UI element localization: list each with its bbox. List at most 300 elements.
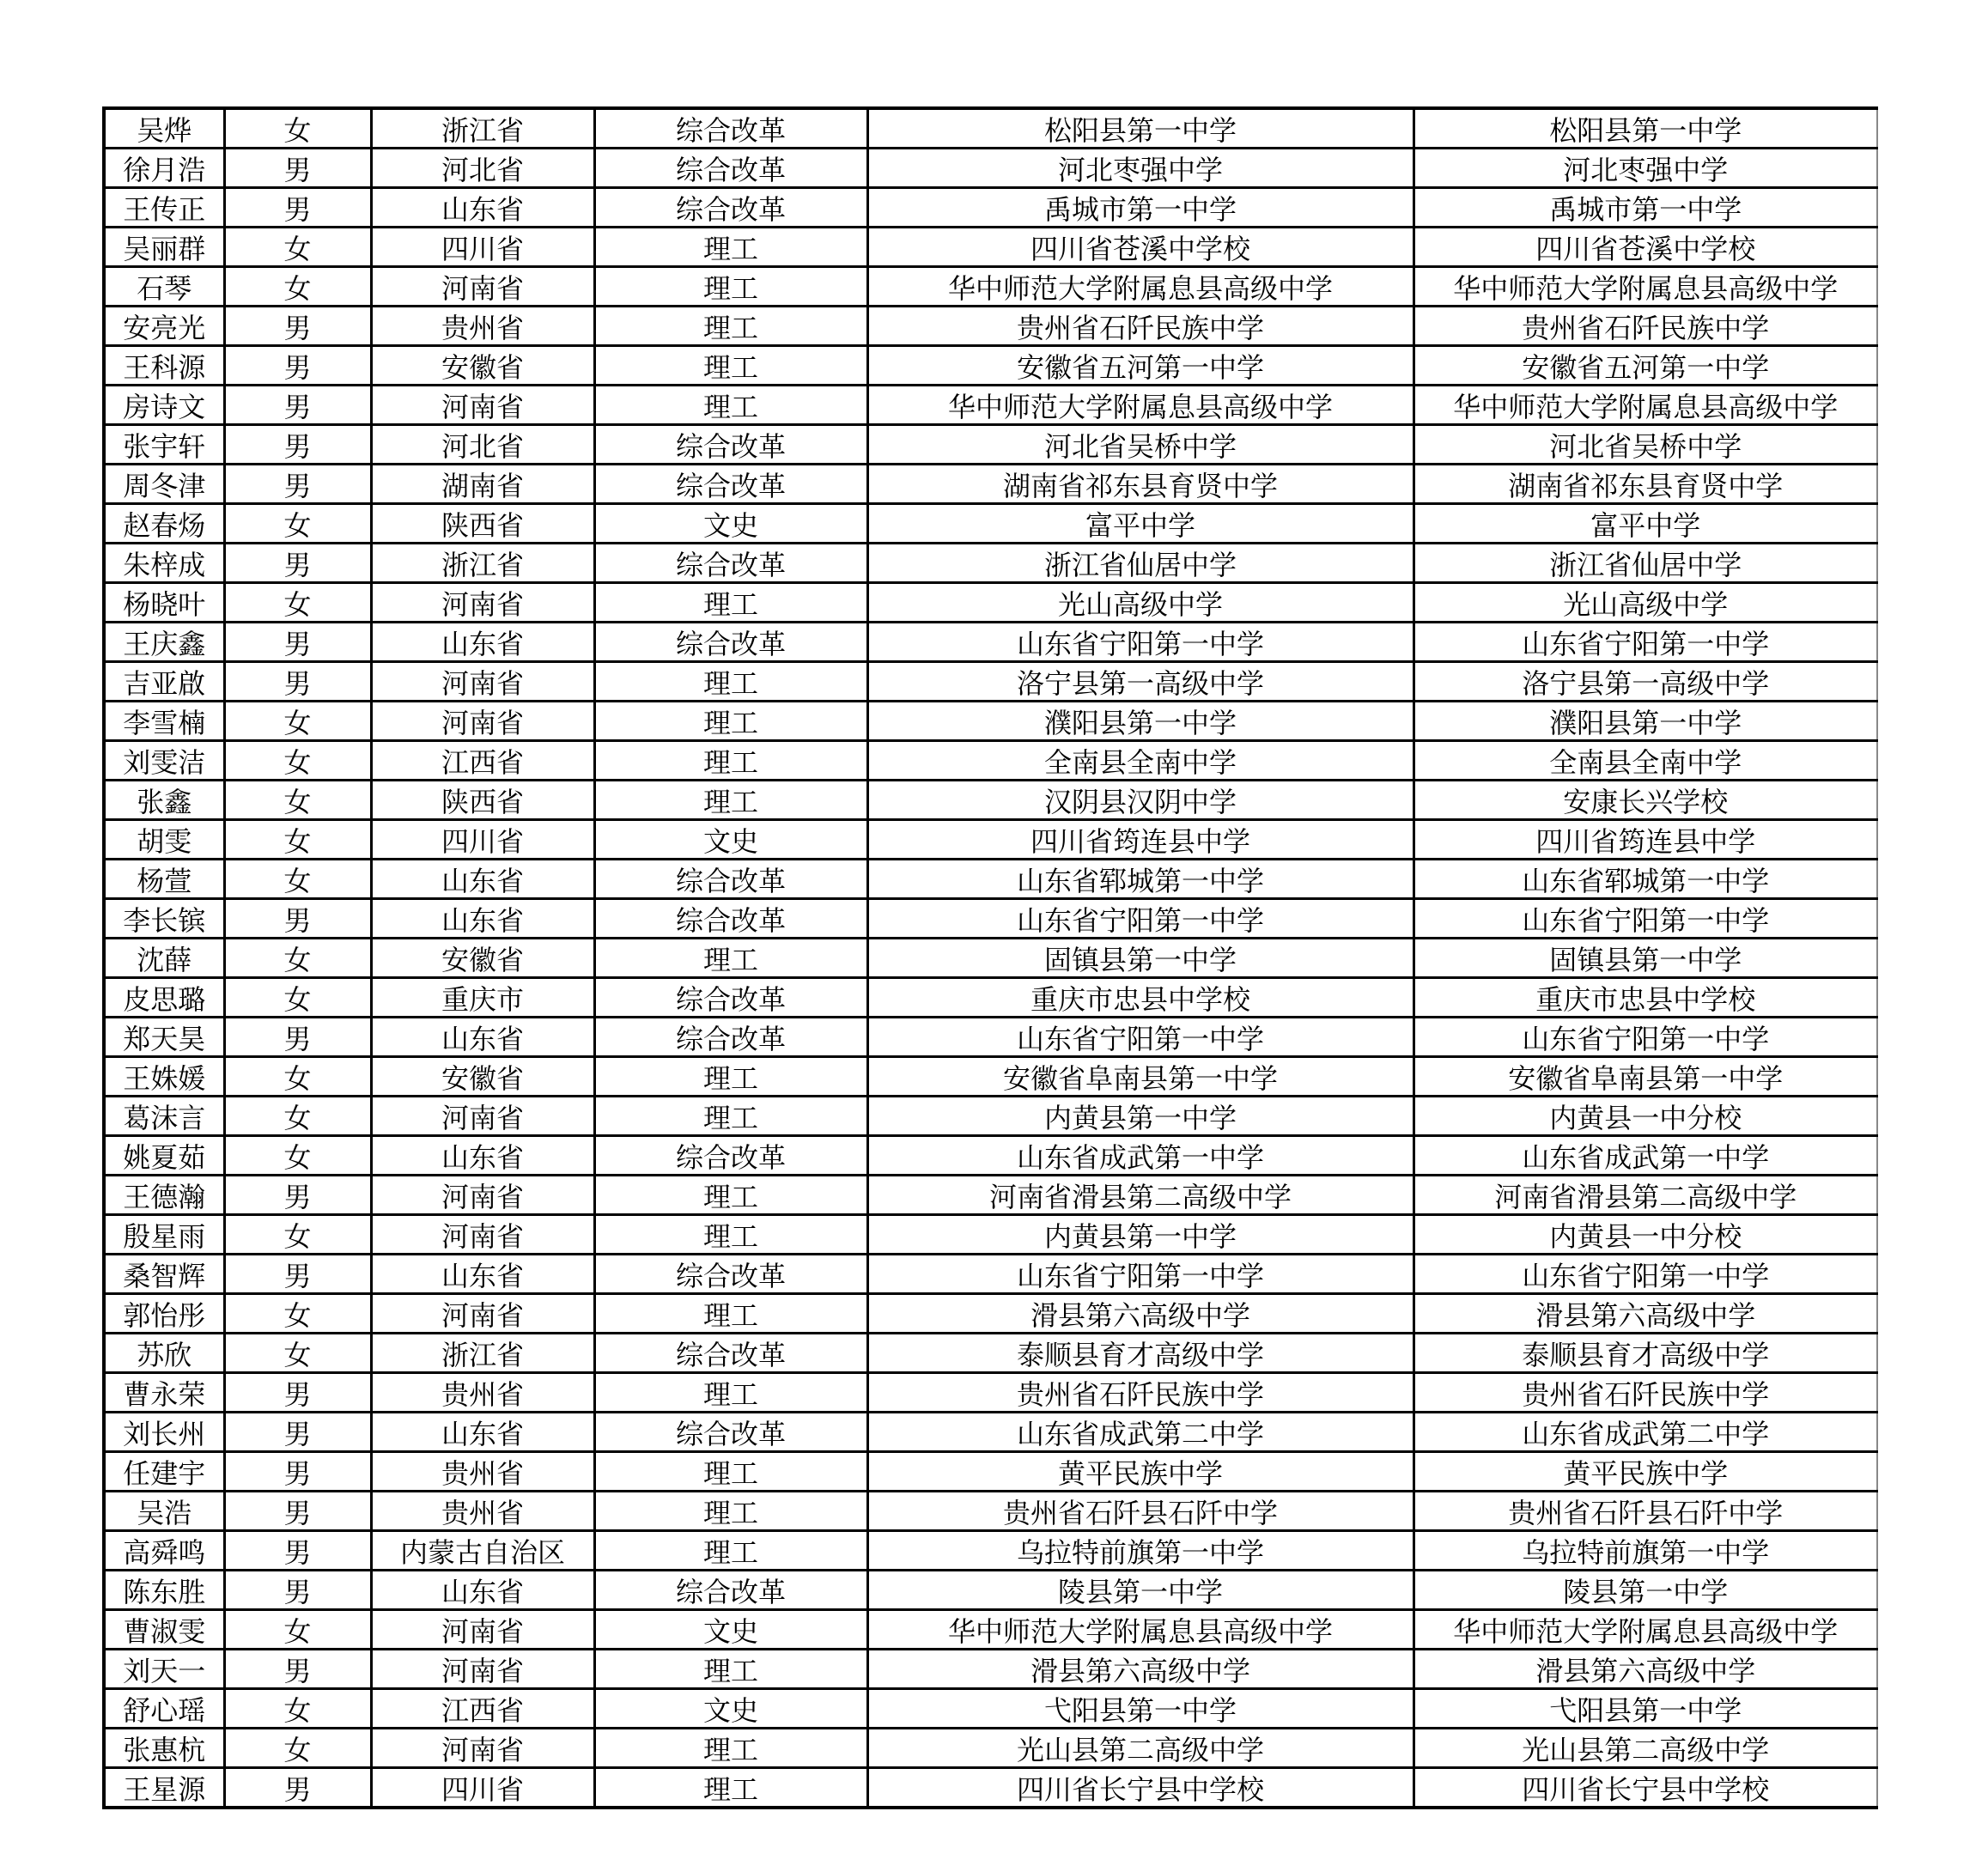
province-cell: 浙江省 (371, 108, 594, 149)
province-cell: 陕西省 (371, 504, 594, 544)
table-row (104, 1492, 1877, 1531)
name-cell: 姚夏茹 (104, 1136, 224, 1176)
school-alt-cell: 泰顺县育才高级中学 (1413, 1334, 1877, 1373)
school-cell: 华中师范大学附属息县高级中学 (867, 386, 1413, 425)
province-cell: 湖南省 (371, 465, 594, 504)
table-row (104, 1215, 1877, 1255)
school-alt-cell: 山东省宁阳第一中学 (1413, 623, 1877, 662)
category-cell: 综合改革 (594, 978, 867, 1018)
category-cell: 综合改革 (594, 188, 867, 228)
table-row (104, 939, 1877, 978)
category-cell: 综合改革 (594, 899, 867, 939)
school-alt-cell: 贵州省石阡县石阡中学 (1413, 1492, 1877, 1531)
school-alt-cell: 禹城市第一中学 (1413, 188, 1877, 228)
gender-cell: 男 (224, 1571, 371, 1610)
category-cell: 理工 (594, 939, 867, 978)
school-cell: 固镇县第一中学 (867, 939, 1413, 978)
province-cell: 四川省 (371, 1768, 594, 1808)
gender-cell: 男 (224, 346, 371, 386)
name-cell: 皮思璐 (104, 978, 224, 1018)
name-cell: 葛沫言 (104, 1097, 224, 1136)
table-row (104, 386, 1877, 425)
school-cell: 汉阴县汉阴中学 (867, 781, 1413, 820)
school-alt-cell: 富平中学 (1413, 504, 1877, 544)
table-row (104, 425, 1877, 465)
school-alt-cell: 华中师范大学附属息县高级中学 (1413, 267, 1877, 307)
school-cell: 河北省吴桥中学 (867, 425, 1413, 465)
table-row (104, 1452, 1877, 1492)
gender-cell: 男 (224, 1452, 371, 1492)
province-cell: 河南省 (371, 1610, 594, 1650)
school-alt-cell: 松阳县第一中学 (1413, 108, 1877, 149)
table-row (104, 741, 1877, 781)
category-cell: 理工 (594, 1294, 867, 1334)
school-cell: 河北枣强中学 (867, 149, 1413, 188)
category-cell: 综合改革 (594, 860, 867, 899)
gender-cell: 女 (224, 820, 371, 860)
province-cell: 江西省 (371, 1689, 594, 1729)
name-cell: 石琴 (104, 267, 224, 307)
category-cell: 理工 (594, 386, 867, 425)
table-row (104, 1176, 1877, 1215)
school-cell: 富平中学 (867, 504, 1413, 544)
province-cell: 浙江省 (371, 544, 594, 583)
gender-cell: 男 (224, 1650, 371, 1689)
school-alt-cell: 四川省长宁县中学校 (1413, 1768, 1877, 1808)
province-cell: 安徽省 (371, 939, 594, 978)
school-alt-cell: 湖南省祁东县育贤中学 (1413, 465, 1877, 504)
name-cell: 房诗文 (104, 386, 224, 425)
name-cell: 王姝媛 (104, 1057, 224, 1097)
school-cell: 光山县第二高级中学 (867, 1729, 1413, 1768)
gender-cell: 女 (224, 781, 371, 820)
name-cell: 赵春炀 (104, 504, 224, 544)
name-cell: 徐月浩 (104, 149, 224, 188)
school-cell: 山东省宁阳第一中学 (867, 1018, 1413, 1057)
province-cell: 河南省 (371, 583, 594, 623)
province-cell: 陕西省 (371, 781, 594, 820)
province-cell: 四川省 (371, 820, 594, 860)
gender-cell: 女 (224, 504, 371, 544)
name-cell: 吉亚啟 (104, 662, 224, 702)
province-cell: 河南省 (371, 662, 594, 702)
category-cell: 理工 (594, 1057, 867, 1097)
table-row (104, 149, 1877, 188)
gender-cell: 女 (224, 228, 371, 267)
school-alt-cell: 全南县全南中学 (1413, 741, 1877, 781)
category-cell: 文史 (594, 1610, 867, 1650)
category-cell: 理工 (594, 1768, 867, 1808)
table-row (104, 1057, 1877, 1097)
school-cell: 内黄县第一中学 (867, 1215, 1413, 1255)
school-cell: 贵州省石阡民族中学 (867, 1373, 1413, 1413)
school-alt-cell: 山东省宁阳第一中学 (1413, 1255, 1877, 1294)
school-cell: 陵县第一中学 (867, 1571, 1413, 1610)
category-cell: 理工 (594, 1097, 867, 1136)
table-row (104, 978, 1877, 1018)
province-cell: 安徽省 (371, 1057, 594, 1097)
name-cell: 吴浩 (104, 1492, 224, 1531)
school-cell: 山东省成武第二中学 (867, 1413, 1413, 1452)
school-alt-cell: 内黄县一中分校 (1413, 1097, 1877, 1136)
name-cell: 朱梓成 (104, 544, 224, 583)
school-alt-cell: 洛宁县第一高级中学 (1413, 662, 1877, 702)
name-cell: 张鑫 (104, 781, 224, 820)
category-cell: 理工 (594, 1176, 867, 1215)
gender-cell: 女 (224, 702, 371, 741)
name-cell: 李雪楠 (104, 702, 224, 741)
table-row (104, 1650, 1877, 1689)
school-alt-cell: 山东省宁阳第一中学 (1413, 899, 1877, 939)
name-cell: 郑天昊 (104, 1018, 224, 1057)
school-alt-cell: 浙江省仙居中学 (1413, 544, 1877, 583)
name-cell: 周冬津 (104, 465, 224, 504)
category-cell: 理工 (594, 228, 867, 267)
school-cell: 松阳县第一中学 (867, 108, 1413, 149)
school-alt-cell: 重庆市忠县中学校 (1413, 978, 1877, 1018)
name-cell: 桑智辉 (104, 1255, 224, 1294)
school-alt-cell: 滑县第六高级中学 (1413, 1650, 1877, 1689)
category-cell: 理工 (594, 1650, 867, 1689)
name-cell: 吴丽群 (104, 228, 224, 267)
school-cell: 内黄县第一中学 (867, 1097, 1413, 1136)
table-row (104, 188, 1877, 228)
province-cell: 四川省 (371, 228, 594, 267)
category-cell: 综合改革 (594, 1018, 867, 1057)
school-alt-cell: 陵县第一中学 (1413, 1571, 1877, 1610)
gender-cell: 男 (224, 899, 371, 939)
table-row (104, 1294, 1877, 1334)
category-cell: 综合改革 (594, 1413, 867, 1452)
province-cell: 河南省 (371, 1097, 594, 1136)
table-row (104, 1255, 1877, 1294)
school-alt-cell: 河北省吴桥中学 (1413, 425, 1877, 465)
province-cell: 安徽省 (371, 346, 594, 386)
school-cell: 全南县全南中学 (867, 741, 1413, 781)
category-cell: 文史 (594, 820, 867, 860)
school-alt-cell: 山东省宁阳第一中学 (1413, 1018, 1877, 1057)
school-alt-cell: 贵州省石阡民族中学 (1413, 307, 1877, 346)
name-cell: 殷星雨 (104, 1215, 224, 1255)
name-cell: 张惠杭 (104, 1729, 224, 1768)
school-cell: 贵州省石阡县石阡中学 (867, 1492, 1413, 1531)
category-cell: 理工 (594, 781, 867, 820)
gender-cell: 女 (224, 1136, 371, 1176)
school-alt-cell: 河北枣强中学 (1413, 149, 1877, 188)
school-cell: 乌拉特前旗第一中学 (867, 1531, 1413, 1571)
gender-cell: 男 (224, 425, 371, 465)
table-row (104, 702, 1877, 741)
table-row (104, 1097, 1877, 1136)
province-cell: 贵州省 (371, 1492, 594, 1531)
table-row (104, 1018, 1877, 1057)
school-alt-cell: 贵州省石阡民族中学 (1413, 1373, 1877, 1413)
table-row (104, 860, 1877, 899)
name-cell: 李长镔 (104, 899, 224, 939)
school-alt-cell: 山东省成武第二中学 (1413, 1413, 1877, 1452)
gender-cell: 女 (224, 1097, 371, 1136)
school-alt-cell: 安徽省五河第一中学 (1413, 346, 1877, 386)
table-row (104, 465, 1877, 504)
school-alt-cell: 黄平民族中学 (1413, 1452, 1877, 1492)
table-row (104, 1610, 1877, 1650)
table-row (104, 623, 1877, 662)
table-row (104, 504, 1877, 544)
province-cell: 河北省 (371, 149, 594, 188)
gender-cell: 女 (224, 108, 371, 149)
gender-cell: 女 (224, 1334, 371, 1373)
province-cell: 河南省 (371, 1650, 594, 1689)
school-cell: 河南省滑县第二高级中学 (867, 1176, 1413, 1215)
school-alt-cell: 光山高级中学 (1413, 583, 1877, 623)
province-cell: 重庆市 (371, 978, 594, 1018)
gender-cell: 男 (224, 1768, 371, 1808)
category-cell: 综合改革 (594, 465, 867, 504)
name-cell: 安亮光 (104, 307, 224, 346)
school-alt-cell: 山东省成武第一中学 (1413, 1136, 1877, 1176)
name-cell: 任建宇 (104, 1452, 224, 1492)
table-row (104, 108, 1877, 149)
name-cell: 刘长州 (104, 1413, 224, 1452)
table-row (104, 781, 1877, 820)
table-row (104, 228, 1877, 267)
category-cell: 理工 (594, 741, 867, 781)
school-cell: 光山高级中学 (867, 583, 1413, 623)
table-row (104, 583, 1877, 623)
table-row (104, 307, 1877, 346)
school-cell: 山东省宁阳第一中学 (867, 623, 1413, 662)
category-cell: 理工 (594, 702, 867, 741)
table-row (104, 1413, 1877, 1452)
gender-cell: 女 (224, 1689, 371, 1729)
school-alt-cell: 固镇县第一中学 (1413, 939, 1877, 978)
gender-cell: 女 (224, 939, 371, 978)
name-cell: 曹永荣 (104, 1373, 224, 1413)
school-alt-cell: 濮阳县第一中学 (1413, 702, 1877, 741)
table-row (104, 899, 1877, 939)
school-alt-cell: 华中师范大学附属息县高级中学 (1413, 1610, 1877, 1650)
student-table-body (104, 108, 1877, 1808)
school-cell: 泰顺县育才高级中学 (867, 1334, 1413, 1373)
name-cell: 杨萱 (104, 860, 224, 899)
gender-cell: 女 (224, 1057, 371, 1097)
name-cell: 舒心瑶 (104, 1689, 224, 1729)
province-cell: 山东省 (371, 899, 594, 939)
school-alt-cell: 内黄县一中分校 (1413, 1215, 1877, 1255)
school-alt-cell: 河南省滑县第二高级中学 (1413, 1176, 1877, 1215)
category-cell: 理工 (594, 1531, 867, 1571)
gender-cell: 男 (224, 662, 371, 702)
table-row (104, 1373, 1877, 1413)
province-cell: 河南省 (371, 702, 594, 741)
school-alt-cell: 山东省郓城第一中学 (1413, 860, 1877, 899)
school-cell: 重庆市忠县中学校 (867, 978, 1413, 1018)
table-row (104, 1334, 1877, 1373)
province-cell: 河南省 (371, 1176, 594, 1215)
category-cell: 综合改革 (594, 1255, 867, 1294)
gender-cell: 女 (224, 860, 371, 899)
gender-cell: 女 (224, 1610, 371, 1650)
school-alt-cell: 光山县第二高级中学 (1413, 1729, 1877, 1768)
category-cell: 理工 (594, 1373, 867, 1413)
student-table (102, 106, 1878, 1809)
table-row (104, 544, 1877, 583)
category-cell: 理工 (594, 346, 867, 386)
province-cell: 贵州省 (371, 1373, 594, 1413)
category-cell: 综合改革 (594, 1334, 867, 1373)
school-cell: 四川省苍溪中学校 (867, 228, 1413, 267)
gender-cell: 女 (224, 1294, 371, 1334)
category-cell: 理工 (594, 1729, 867, 1768)
table-row (104, 267, 1877, 307)
name-cell: 高舜鸣 (104, 1531, 224, 1571)
gender-cell: 女 (224, 267, 371, 307)
name-cell: 刘雯洁 (104, 741, 224, 781)
province-cell: 贵州省 (371, 307, 594, 346)
gender-cell: 男 (224, 1018, 371, 1057)
name-cell: 郭怡彤 (104, 1294, 224, 1334)
school-cell: 四川省长宁县中学校 (867, 1768, 1413, 1808)
school-cell: 弋阳县第一中学 (867, 1689, 1413, 1729)
category-cell: 综合改革 (594, 623, 867, 662)
table-row (104, 1571, 1877, 1610)
name-cell: 张宇轩 (104, 425, 224, 465)
name-cell: 曹淑雯 (104, 1610, 224, 1650)
name-cell: 王星源 (104, 1768, 224, 1808)
gender-cell: 男 (224, 1255, 371, 1294)
gender-cell: 男 (224, 544, 371, 583)
gender-cell: 男 (224, 1176, 371, 1215)
school-cell: 浙江省仙居中学 (867, 544, 1413, 583)
school-cell: 贵州省石阡民族中学 (867, 307, 1413, 346)
table-row (104, 820, 1877, 860)
province-cell: 浙江省 (371, 1334, 594, 1373)
school-alt-cell: 华中师范大学附属息县高级中学 (1413, 386, 1877, 425)
school-alt-cell: 滑县第六高级中学 (1413, 1294, 1877, 1334)
province-cell: 河北省 (371, 425, 594, 465)
province-cell: 江西省 (371, 741, 594, 781)
school-alt-cell: 安徽省阜南县第一中学 (1413, 1057, 1877, 1097)
school-cell: 华中师范大学附属息县高级中学 (867, 1610, 1413, 1650)
category-cell: 理工 (594, 1452, 867, 1492)
category-cell: 理工 (594, 307, 867, 346)
name-cell: 王德瀚 (104, 1176, 224, 1215)
school-cell: 山东省宁阳第一中学 (867, 1255, 1413, 1294)
province-cell: 河南省 (371, 1294, 594, 1334)
name-cell: 苏欣 (104, 1334, 224, 1373)
name-cell: 吴烨 (104, 108, 224, 149)
name-cell: 陈东胜 (104, 1571, 224, 1610)
gender-cell: 女 (224, 1215, 371, 1255)
name-cell: 沈薛 (104, 939, 224, 978)
school-cell: 洛宁县第一高级中学 (867, 662, 1413, 702)
school-alt-cell: 安康长兴学校 (1413, 781, 1877, 820)
gender-cell: 女 (224, 1729, 371, 1768)
gender-cell: 男 (224, 1531, 371, 1571)
school-alt-cell: 四川省筠连县中学 (1413, 820, 1877, 860)
school-cell: 濮阳县第一中学 (867, 702, 1413, 741)
province-cell: 贵州省 (371, 1452, 594, 1492)
school-cell: 滑县第六高级中学 (867, 1650, 1413, 1689)
province-cell: 山东省 (371, 860, 594, 899)
school-cell: 安徽省阜南县第一中学 (867, 1057, 1413, 1097)
category-cell: 综合改革 (594, 544, 867, 583)
category-cell: 理工 (594, 267, 867, 307)
province-cell: 山东省 (371, 188, 594, 228)
table-row (104, 662, 1877, 702)
province-cell: 山东省 (371, 1413, 594, 1452)
category-cell: 综合改革 (594, 425, 867, 465)
school-cell: 四川省筠连县中学 (867, 820, 1413, 860)
gender-cell: 男 (224, 188, 371, 228)
table-row (104, 1689, 1877, 1729)
name-cell: 胡雯 (104, 820, 224, 860)
province-cell: 河南省 (371, 267, 594, 307)
school-alt-cell: 四川省苍溪中学校 (1413, 228, 1877, 267)
gender-cell: 女 (224, 741, 371, 781)
category-cell: 综合改革 (594, 149, 867, 188)
school-cell: 华中师范大学附属息县高级中学 (867, 267, 1413, 307)
school-cell: 黄平民族中学 (867, 1452, 1413, 1492)
school-alt-cell: 乌拉特前旗第一中学 (1413, 1531, 1877, 1571)
name-cell: 刘天一 (104, 1650, 224, 1689)
gender-cell: 男 (224, 465, 371, 504)
table-row (104, 346, 1877, 386)
gender-cell: 男 (224, 149, 371, 188)
school-cell: 湖南省祁东县育贤中学 (867, 465, 1413, 504)
province-cell: 河南省 (371, 1215, 594, 1255)
province-cell: 山东省 (371, 1571, 594, 1610)
category-cell: 理工 (594, 583, 867, 623)
gender-cell: 女 (224, 978, 371, 1018)
table-row (104, 1768, 1877, 1808)
name-cell: 王传正 (104, 188, 224, 228)
table-row (104, 1729, 1877, 1768)
name-cell: 王科源 (104, 346, 224, 386)
category-cell: 综合改革 (594, 1571, 867, 1610)
school-cell: 禹城市第一中学 (867, 188, 1413, 228)
category-cell: 文史 (594, 1689, 867, 1729)
category-cell: 综合改革 (594, 1136, 867, 1176)
province-cell: 河南省 (371, 1729, 594, 1768)
province-cell: 山东省 (371, 1018, 594, 1057)
province-cell: 山东省 (371, 623, 594, 662)
name-cell: 王庆鑫 (104, 623, 224, 662)
gender-cell: 男 (224, 386, 371, 425)
school-alt-cell: 弋阳县第一中学 (1413, 1689, 1877, 1729)
table-row (104, 1531, 1877, 1571)
gender-cell: 男 (224, 1373, 371, 1413)
category-cell: 理工 (594, 1215, 867, 1255)
gender-cell: 男 (224, 1492, 371, 1531)
category-cell: 综合改革 (594, 108, 867, 149)
province-cell: 山东省 (371, 1136, 594, 1176)
category-cell: 理工 (594, 662, 867, 702)
school-cell: 山东省成武第一中学 (867, 1136, 1413, 1176)
table-row (104, 1136, 1877, 1176)
name-cell: 杨晓叶 (104, 583, 224, 623)
gender-cell: 男 (224, 307, 371, 346)
province-cell: 内蒙古自治区 (371, 1531, 594, 1571)
school-cell: 安徽省五河第一中学 (867, 346, 1413, 386)
gender-cell: 女 (224, 583, 371, 623)
category-cell: 理工 (594, 1492, 867, 1531)
category-cell: 文史 (594, 504, 867, 544)
province-cell: 山东省 (371, 1255, 594, 1294)
province-cell: 河南省 (371, 386, 594, 425)
gender-cell: 男 (224, 1413, 371, 1452)
school-cell: 山东省郓城第一中学 (867, 860, 1413, 899)
